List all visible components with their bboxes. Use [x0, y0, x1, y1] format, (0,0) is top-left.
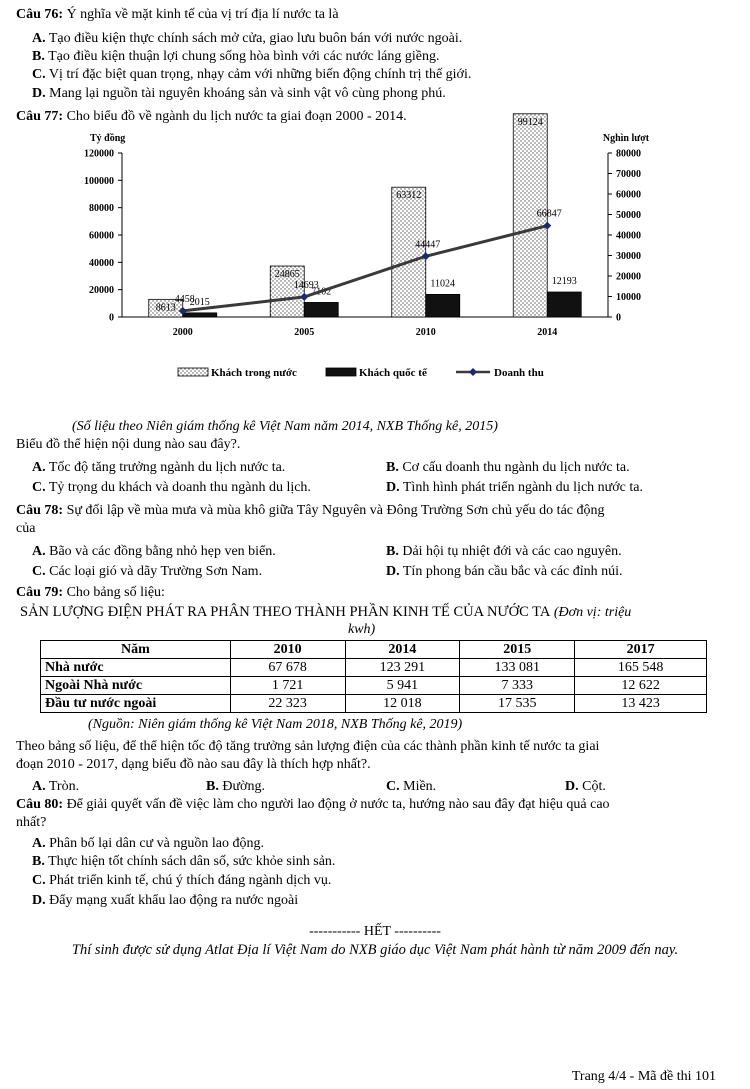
- option-text: Mang lại nguồn tài nguyên khoáng sản và sinh vật vô cùng phong phú.: [49, 86, 446, 101]
- legend-label: Khách quốc tế: [359, 367, 427, 379]
- bar-data-label: 12193: [551, 276, 577, 288]
- option-letter: B.: [386, 460, 399, 475]
- option-text: Phát triển kinh tế, chú ý thích đáng ngành dịch vụ.: [49, 873, 332, 888]
- option-text: Các loại gió và dãy Trường Sơn Nam.: [49, 564, 263, 579]
- table-header-cell: 2015: [460, 641, 575, 659]
- q78-option-a[interactable]: [32, 543, 276, 561]
- table-header-cell: 2010: [230, 641, 345, 659]
- question-label: Câu 80:: [16, 797, 64, 812]
- q77-option-c[interactable]: [32, 479, 311, 497]
- table-cell: 17 535: [460, 695, 575, 713]
- right-tick-label: 40000: [616, 230, 641, 242]
- bar-domestic: [392, 187, 426, 317]
- option-letter: D.: [32, 893, 46, 908]
- electricity-table: [40, 640, 707, 713]
- line-data-label: 44447: [415, 239, 441, 251]
- q79-stem: [16, 584, 165, 602]
- bar-international: [304, 302, 338, 317]
- q78-option-b[interactable]: [386, 543, 622, 561]
- table-header-cell: 2017: [575, 641, 707, 659]
- option-text: Đường.: [222, 779, 265, 794]
- table-row: [41, 695, 707, 713]
- q77-option-d[interactable]: [386, 479, 643, 497]
- table-header-row: [41, 641, 707, 659]
- table-cell: 133 081: [460, 659, 575, 677]
- left-tick-label: 20000: [89, 285, 114, 297]
- table-cell: 67 678: [230, 659, 345, 677]
- option-text: Đẩy mạng xuất khẩu lao động ra nước ngoài: [49, 893, 299, 908]
- q79-option-b[interactable]: [206, 778, 265, 796]
- x-tick-label: 2014: [537, 327, 558, 338]
- bar-international: [183, 313, 217, 317]
- line-data-label: 4458: [174, 293, 195, 305]
- option-letter: A.: [32, 779, 46, 794]
- q79-option-d[interactable]: [565, 778, 606, 796]
- option-letter: C.: [32, 873, 46, 888]
- q79-question-line2: đoạn 2010 - 2017, dạng biểu đồ nào sau đây là thích hợp nhất?.: [16, 757, 371, 772]
- option-letter: B.: [32, 854, 45, 869]
- x-tick-label: 2000: [172, 327, 193, 338]
- option-letter: C.: [32, 480, 46, 495]
- option-text: Bão và các đồng bằng nhỏ hẹp ven biển.: [49, 544, 276, 559]
- question-text: Sự đối lập về mùa mưa và mùa khô giữa Tây Nguyên và Đông Trường Sơn chủ yếu do tác động: [66, 503, 605, 518]
- right-tick-label: 10000: [616, 292, 641, 303]
- option-letter: B.: [206, 779, 219, 794]
- question-text: Ý nghĩa về mặt kinh tế của vị trí địa lí nước ta là: [66, 7, 339, 22]
- question-label: Câu 78:: [16, 503, 64, 518]
- left-tick-label: 120000: [84, 148, 114, 160]
- revenue-line: [183, 226, 548, 311]
- q80-stem: [16, 796, 610, 814]
- option-text: Tín phong bán cầu bắc và các đỉnh núi.: [402, 564, 623, 579]
- q76-option-d[interactable]: [32, 85, 446, 103]
- option-text: Cơ cấu doanh thu ngành du lịch nước ta.: [402, 460, 630, 475]
- left-tick-label: 0: [109, 312, 114, 324]
- bar-data-label: 11024: [430, 278, 456, 290]
- bar-international: [426, 294, 460, 317]
- bar-data-label: 99124: [517, 116, 543, 128]
- q79-table-title: [20, 603, 631, 622]
- right-tick-label: 60000: [616, 189, 641, 201]
- bar-data-label: 7102: [311, 286, 332, 298]
- q79-option-c[interactable]: [386, 778, 436, 796]
- option-letter: A.: [32, 31, 46, 46]
- table-cell: 1 721: [230, 677, 345, 695]
- option-text: Dải hội tụ nhiệt đới và các cao nguyên.: [402, 544, 622, 559]
- option-text: Tình hình phát triển ngành du lịch nước ta.: [402, 480, 643, 495]
- table-cell: 12 622: [575, 677, 707, 695]
- legend-marker: [469, 368, 477, 376]
- q79-table-unit-continued: kwh): [348, 622, 376, 637]
- table-cell: 123 291: [345, 659, 460, 677]
- table-row: [41, 677, 707, 695]
- bar-data-label: 24865: [274, 269, 300, 281]
- option-letter: B.: [386, 544, 399, 559]
- question-label: Câu 77:: [16, 109, 64, 124]
- right-tick-label: 30000: [616, 251, 641, 262]
- right-tick-label: 0: [616, 312, 621, 324]
- left-tick-label: 60000: [89, 230, 114, 242]
- left-tick-label: 80000: [89, 203, 114, 215]
- q79-option-a[interactable]: [32, 778, 79, 796]
- table-header-cell: Năm: [41, 641, 231, 659]
- q76-option-b[interactable]: [32, 48, 439, 66]
- x-tick-label: 2005: [294, 327, 315, 338]
- option-text: Tạo điều kiện thuận lợi chung sống hòa bình với các nước láng giềng.: [48, 49, 440, 64]
- line-data-label: 14693: [293, 279, 319, 291]
- table-row-header: Đầu tư nước ngoài: [41, 695, 231, 713]
- right-tick-label: 70000: [616, 169, 641, 180]
- q76-option-c[interactable]: [32, 66, 471, 84]
- option-letter: D.: [386, 480, 400, 495]
- option-text: Vị trí đặc biệt quan trọng, nhạy cảm với những biến động chính trị thế giới.: [48, 67, 472, 82]
- page-footer: Trang 4/4 - Mã đề thi 101: [571, 1069, 716, 1084]
- option-text: Phân bố lại dân cư và nguồn lao động.: [49, 836, 264, 851]
- table-cell: 22 323: [230, 695, 345, 713]
- table-cell: 12 018: [345, 695, 460, 713]
- q78-stem-continued: của: [16, 521, 36, 536]
- option-letter: D.: [386, 564, 400, 579]
- option-letter: A.: [32, 836, 46, 851]
- q80-option-c[interactable]: [32, 872, 331, 890]
- option-letter: A.: [32, 544, 46, 559]
- table-row-header: Ngoài Nhà nước: [41, 677, 231, 695]
- left-tick-label: 40000: [89, 257, 114, 269]
- right-axis-title: Nghìn lượt: [602, 133, 650, 144]
- question-label: Câu 76:: [16, 7, 64, 22]
- table-unit: (Đơn vị: triệu: [553, 605, 632, 620]
- q77-option-a[interactable]: [32, 459, 285, 477]
- question-label: Câu 79:: [16, 585, 64, 600]
- table-header-cell: 2014: [345, 641, 460, 659]
- legend-label: Doanh thu: [494, 367, 544, 379]
- right-tick-label: 20000: [616, 271, 641, 283]
- option-letter: D.: [32, 86, 46, 101]
- option-letter: B.: [32, 49, 45, 64]
- q78-stem: [16, 502, 605, 520]
- bar-international: [547, 292, 581, 317]
- left-axis-title: Tỷ đồng: [90, 133, 126, 144]
- option-text: Tạo điều kiện thực chính sách mở cửa, giao lưu buôn bán với nước ngoài.: [48, 31, 463, 46]
- question-text: Để giải quyết vấn đề việc làm cho người lao động ở nước ta, hướng nào sau đây đạt hiệu quả cao: [66, 797, 610, 812]
- option-letter: C.: [32, 564, 46, 579]
- atlas-footnote: Thí sinh được sử dụng Atlat Địa lí Việt Nam do NXB giáo dục Việt Nam phát hành từ năm 2009 đến nay.: [71, 942, 679, 958]
- legend-label: Khách trong nước: [211, 367, 297, 379]
- table-row: [41, 659, 707, 677]
- table-title: SẢN LƯỢNG ĐIỆN PHÁT RA PHÂN THEO THÀNH PHẦN KINH TẾ CỦA NƯỚC TA: [20, 604, 551, 620]
- q80-option-a[interactable]: [32, 835, 264, 853]
- q76-option-a[interactable]: [32, 30, 462, 48]
- q80-option-d[interactable]: [32, 892, 298, 910]
- q77-source: [72, 418, 498, 436]
- table-cell: 165 548: [575, 659, 707, 677]
- bar-data-label: 63312: [396, 190, 422, 202]
- table-cell: 5 941: [345, 677, 460, 695]
- q80-option-b[interactable]: [32, 853, 335, 871]
- option-text: Tỷ trọng du khách và doanh thu ngành du lịch.: [48, 480, 311, 495]
- q78-option-c[interactable]: [32, 563, 262, 581]
- legend-swatch: [178, 368, 208, 376]
- x-tick-label: 2010: [415, 327, 436, 338]
- q79-source: (Nguồn: Niên giám thống kê Việt Nam 2018, NXB Thống kê, 2019): [88, 717, 463, 732]
- end-mark: ----------- HẾT ----------: [309, 924, 441, 939]
- bar-data-label: 2015: [189, 296, 210, 308]
- left-tick-label: 100000: [84, 175, 114, 187]
- table-row-header: Nhà nước: [41, 659, 231, 677]
- line-data-label: 66847: [536, 208, 562, 220]
- q80-stem-continued: nhất?: [16, 815, 47, 830]
- option-letter: C.: [386, 779, 400, 794]
- right-tick-label: 50000: [616, 210, 641, 221]
- option-text: Cột.: [582, 779, 606, 794]
- q77-stem: [16, 108, 407, 126]
- option-text: Thực hiện tốt chính sách dân số, sức khỏe sinh sản.: [48, 854, 336, 869]
- source-note: (Số liệu theo Niên giám thống kê Việt Nam năm 2014, NXB Thống kê, 2015): [72, 419, 498, 434]
- q76-stem: [16, 6, 339, 24]
- q79-question-line1: Theo bảng số liệu, để thể hiện tốc độ tăng trưởng sản lượng điện của các thành phần kinh tế nước ta giai: [16, 739, 600, 754]
- question-text: Cho bảng số liệu:: [66, 585, 165, 600]
- option-letter: D.: [565, 779, 579, 794]
- option-text: Miền.: [403, 779, 437, 794]
- bar-data-label: 8613: [155, 302, 176, 314]
- option-letter: C.: [32, 67, 46, 82]
- legend-swatch: [326, 368, 356, 376]
- q77-option-b[interactable]: [386, 459, 630, 477]
- option-text: Tròn.: [48, 779, 80, 794]
- q77-question: Biểu đồ thể hiện nội dung nào sau đây?.: [16, 437, 241, 452]
- q78-option-d[interactable]: [386, 563, 623, 581]
- option-letter: A.: [32, 460, 46, 475]
- question-text: Cho biểu đồ về ngành du lịch nước ta giai đoạn 2000 - 2014.: [66, 109, 407, 124]
- table-cell: 7 333: [460, 677, 575, 695]
- table-cell: 13 423: [575, 695, 707, 713]
- option-text: Tốc độ tăng trưởng ngành du lịch nước ta.: [48, 460, 286, 475]
- right-tick-label: 80000: [616, 148, 641, 160]
